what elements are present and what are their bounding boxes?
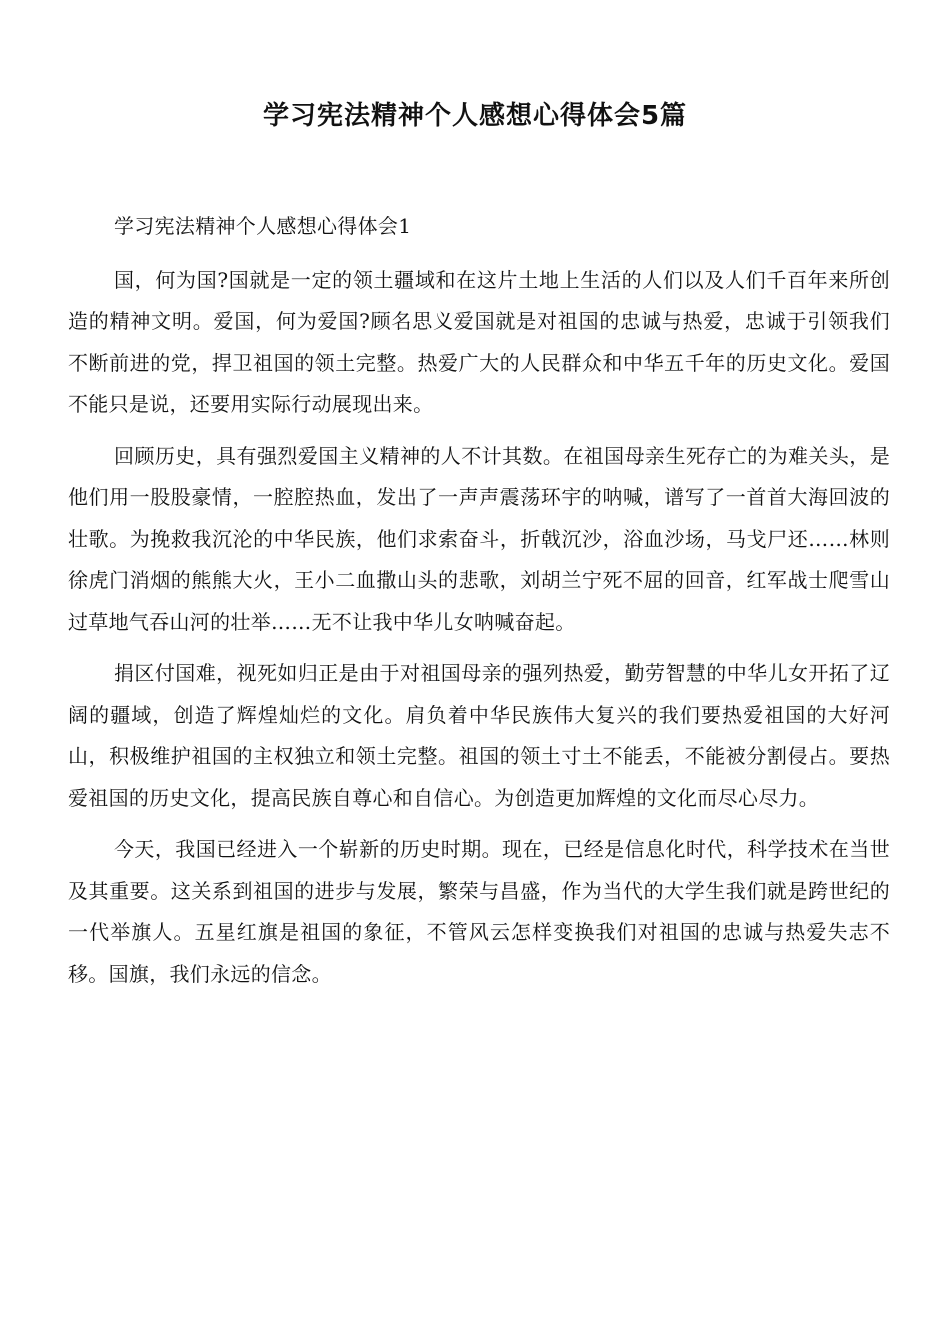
paragraph-1: 国，何为国?国就是一定的领土疆域和在这片土地上生活的人们以及人们千百年来所创造的精神文明。爱国，何为爱国?顾名思义爱国就是对祖国的忠诚与热爱，忠诚于引领我们不断前进的党，捍卫祖国的领土完整。热爱广大的人民群众和中华五千年的历史文化。爱国不能只是说，还要用实际行动展现出来。: [68, 267, 890, 416]
document-title: 学习宪法精神个人感想心得体会5篇: [262, 101, 688, 131]
section-heading: 学习宪法精神个人感想心得体会1: [114, 214, 412, 238]
paragraph-3: 捐区付国难，视死如归正是由于对祖国母亲的强列热爱，勤劳智慧的中华儿女开拓了辽阔的疆域，创造了辉煌灿烂的文化。肩负着中华民族伟大复兴的我们要热爱祖国的大好河山，积极维护祖国的主权独立和领土完整。祖国的领土寸土不能丢，不能被分割侵占。要热爱祖国的历史文化，提高民族自尊心和自信心。为创造更加辉煌的文化而尽心尽力。: [68, 661, 890, 810]
paragraph-4: 今天，我国已经进入一个崭新的历史时期。现在，已经是信息化时代，科学技术在当世及其重要。这关系到祖国的进步与发展，繁荣与昌盛，作为当代的大学生我们就是跨世纪的一代举旗人。五星红旗是祖国的象征，不管风云怎样变换我们对祖国的忠诚与热爱失志不移。国旗，我们永远的信念。: [68, 837, 890, 986]
paragraph-2: 回顾历史，具有强烈爱国主义精神的人不计其数。在祖国母亲生死存亡的为难关头，是他们用一股股豪情，一腔腔热血，发出了一声声震荡环宇的呐喊，谱写了一首首大海回波的壮歌。为挽救我沉沦的中华民族，他们求索奋斗，折戟沉沙，浴血沙场，马戈尸还……林则徐虎门消烟的熊熊大火，王小二血撒山头的悲歌，刘胡兰宁死不屈的回音，红军战士爬雪山过草地气吞山河的壮举……无不让我中华儿女呐喊奋起。: [68, 443, 890, 634]
document-body: [68, 206, 890, 1005]
